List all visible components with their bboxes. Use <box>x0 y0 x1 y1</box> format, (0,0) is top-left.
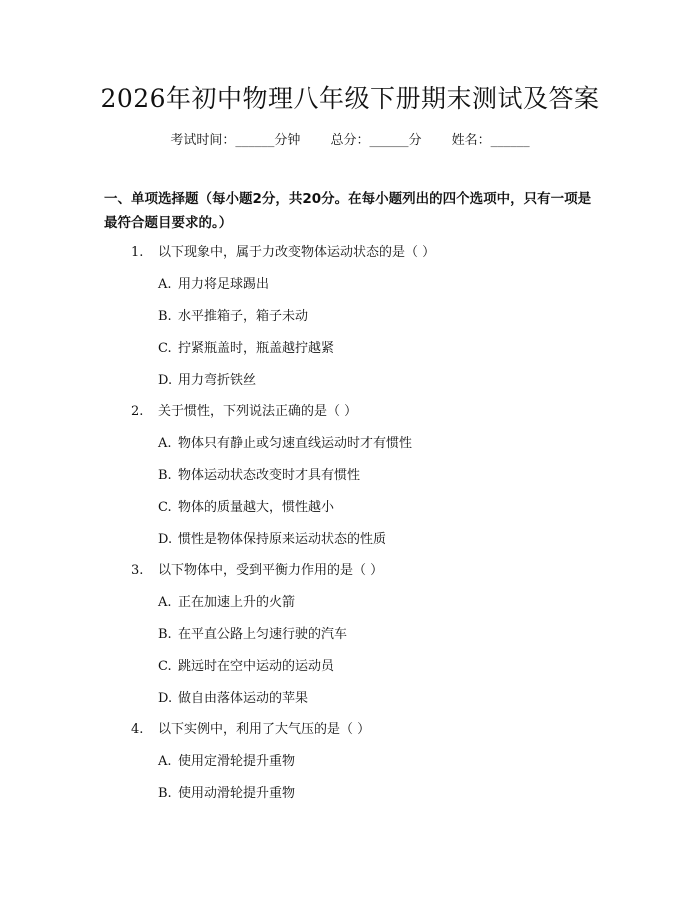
option-text: 物体只有静止或匀速直线运动时才有惯性 <box>178 436 413 451</box>
question-text: 以下现象中，属于力改变物体运动状态的是（ ） <box>158 245 436 260</box>
question-number: 2. <box>131 404 144 419</box>
question-text: 关于惯性，下列说法正确的是（ ） <box>158 404 358 419</box>
question-3-option-c <box>158 657 334 677</box>
option-text: 正在加速上升的火箭 <box>178 595 296 610</box>
option-text: 物体的质量越大，惯性越小 <box>178 500 335 515</box>
option-text: 使用动滑轮提升重物 <box>178 786 296 801</box>
page-title: 2026年初中物理八年级下册期末测试及答案 <box>100 84 600 113</box>
option-letter: C. <box>158 341 172 356</box>
question-4-option-a <box>158 752 295 772</box>
exam-time-field: 考试时间：______分钟 <box>170 133 301 148</box>
question-1-option-c <box>158 339 334 359</box>
option-letter: A. <box>158 595 172 610</box>
question-4 <box>131 720 370 740</box>
option-letter: A. <box>158 277 172 292</box>
option-letter: D. <box>158 691 173 706</box>
question-1-option-a <box>158 275 269 295</box>
option-text: 用力弯折铁丝 <box>178 373 257 388</box>
exam-info-row <box>0 131 700 151</box>
option-text: 做自由落体运动的苹果 <box>178 691 309 706</box>
question-4-option-b <box>158 784 295 804</box>
question-text: 以下实例中，利用了大气压的是（ ） <box>158 722 371 737</box>
question-number: 1. <box>131 245 144 260</box>
option-letter: A. <box>158 754 172 769</box>
question-2-option-c <box>158 498 334 518</box>
option-text: 惯性是物体保持原来运动状态的性质 <box>178 532 387 547</box>
question-number: 3. <box>131 563 144 578</box>
question-text: 以下物体中，受到平衡力作用的是（ ） <box>158 563 384 578</box>
option-letter: A. <box>158 436 172 451</box>
question-2-option-b <box>158 466 360 486</box>
question-number: 4. <box>131 722 144 737</box>
question-2-option-a <box>158 434 412 454</box>
option-letter: D. <box>158 373 173 388</box>
option-text: 拧紧瓶盖时，瓶盖越拧越紧 <box>178 341 335 356</box>
option-letter: C. <box>158 659 172 674</box>
question-1-option-d <box>158 371 256 391</box>
option-letter: B. <box>158 309 172 324</box>
question-3-option-d <box>158 689 308 709</box>
question-1 <box>131 243 435 263</box>
section-header-single-choice: 一、单项选择题（每小题2分，共20分。在每小题列出的四个选项中，只有一项是最符合题目要求的。） <box>104 191 592 231</box>
question-1-option-b <box>158 307 308 327</box>
option-text: 水平推箱子，箱子未动 <box>178 309 309 324</box>
option-text: 跳远时在空中运动的运动员 <box>178 659 335 674</box>
question-3 <box>131 561 383 581</box>
question-3-option-b <box>158 625 347 645</box>
question-3-option-a <box>158 593 295 613</box>
option-text: 用力将足球踢出 <box>178 277 270 292</box>
option-letter: B. <box>158 468 172 483</box>
option-letter: B. <box>158 786 172 801</box>
option-letter: C. <box>158 500 172 515</box>
option-text: 在平直公路上匀速行驶的汽车 <box>178 627 348 642</box>
option-letter: B. <box>158 627 172 642</box>
option-text: 物体运动状态改变时才具有惯性 <box>178 468 361 483</box>
question-2-option-d <box>158 530 386 550</box>
question-2 <box>131 402 357 422</box>
total-score-field: 总分：______分 <box>330 133 422 148</box>
option-letter: D. <box>158 532 173 547</box>
option-text: 使用定滑轮提升重物 <box>178 754 296 769</box>
student-name-field: 姓名：______ <box>451 133 530 148</box>
